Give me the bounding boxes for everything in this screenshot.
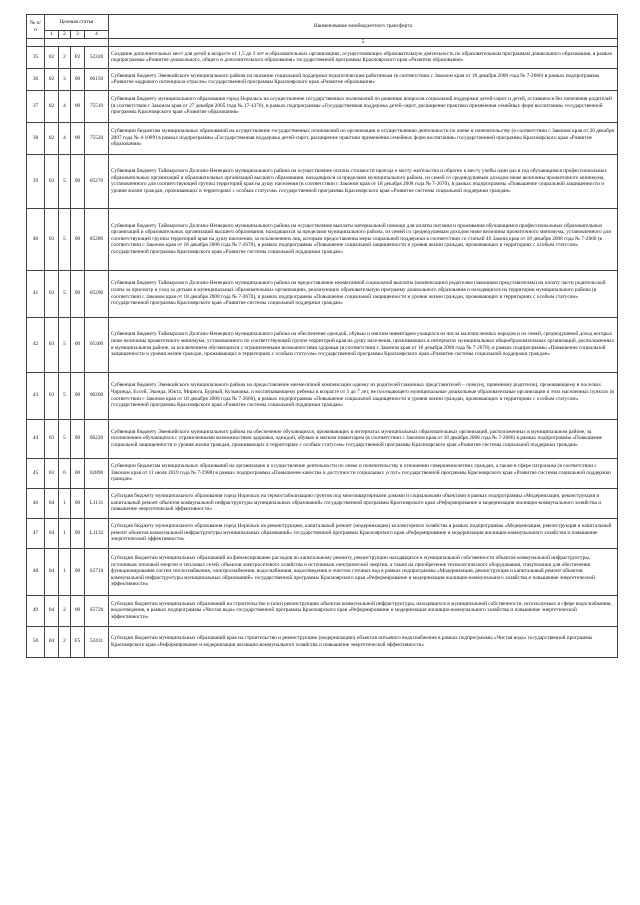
transfer-description: Субвенция бюджету Эвенкийского муниципального района на оказание социальной поддержки педагогическим работникам (в соответствии с Законом края от 18 декабря 2008 года № 7-2666) в рамках подпрограммы «Развитие кадрового потенциала отрасли» государственной программы Красноярского края «Развитие образования»: [109, 68, 618, 90]
code-part-1: 03: [45, 372, 59, 419]
code-part-3: 00: [71, 208, 85, 270]
code-part-2: 6: [59, 458, 71, 488]
code-part-3: F5: [71, 626, 85, 657]
code-part-1: 03: [45, 458, 59, 488]
transfer-description: Субвенция бюджету Таймырского Долгано-Ненецкого муниципального района на осуществление оплаты стоимости проезда к месту жительства и обратно к месту учебы один раз в год обучающимся профессиональных образовательных организаций и образовательных организаций высшего образования, находящихся за пределами муниципального района, из семей со среднедушевым доходом ниже величины прожиточного минимума, установленного для соответствующей группы территорий края на душу населения (в соответствии с Законом края от 18 декабря 2008 года № 7-2670), в рамках подпрограммы «Повышение социальной защищенности и уровня жизни граждан, проживающих в территориях с особым статусом» государственной программы Красноярского края «Развитие системы социальной поддержки граждан»: [109, 154, 618, 208]
row-number: 43: [27, 372, 45, 419]
code-part-4: 02890: [85, 458, 109, 488]
code-part-2: 5: [59, 270, 71, 317]
transfer-description: Субвенция бюджету Эвенкийского муниципального района на обеспечение обучающихся, проживающих в интернатах муниципальных образовательных организаций, расположенных в муниципальном районе, за исключением обучающихся с ограниченными возможностями здоровья, одеждой, обувью и мягким инвентарем (в соответствии с Законом края от 18 декабря 2008 года № 7-2666) в рамках подпрограммы «Повышение социальной защищенности и уровня жизни граждан, проживающих в территориях с особым статусом» государственной программы Красноярского края «Развитие системы социальной поддержки граждан»: [109, 419, 618, 458]
row-number: 38: [27, 122, 45, 154]
code-part-3: 00: [71, 548, 85, 595]
code-part-4: 52320: [85, 46, 109, 68]
code-part-2: 4: [59, 90, 71, 122]
table-row: [27, 595, 618, 626]
code-part-3: 00: [71, 270, 85, 317]
table-row: [27, 372, 618, 419]
code-part-4: 75520: [85, 122, 109, 154]
row-number: 45: [27, 458, 45, 488]
code-part-4: 05290: [85, 270, 109, 317]
header-sub-2: 2: [59, 31, 71, 39]
table-body: [27, 46, 618, 657]
transfer-description: Субвенции бюджетам муниципальных образований на осуществление государственных полномочий по организации и осуществлению деятельности по опеке и попечительству (в соответствии с Законом края от 20 декабря 2007 года № 4-1089) в рамках подпрограммы «Государственная поддержка детей-сирот, расширение практики применения семейных форм воспитания» государственной программы Красноярского края «Развитие образования»: [109, 122, 618, 154]
code-part-4: S5720: [85, 595, 109, 626]
table-row: [27, 548, 618, 595]
transfer-description: Субсидии бюджетам муниципальных образований на строительство и (или) реконструкцию объектов коммунальной инфраструктуры, находящихся в муниципальной собственности, используемых в сфере водоснабжения, водоотведения, в рамках подпрограммы «Чистая вода» государственной программы Красноярского края «Реформирование и модернизация жилищно-коммунального хозяйства и повышение энергетической эффективности»: [109, 595, 618, 626]
transfer-description: Субвенция бюджету муниципального образования город Норильск на осуществление государственных полномочий по решению вопросов социальной поддержки детей-сирот и детей, оставшихся без попечения родителей (в соответствии с Законом края от 27 декабря 2005 года № 17-4370), в рамках подпрограммы «Государственная поддержка детей-сирот, расширение практики применения семейных форм воспитания» государственной программы Красноярского края «Развитие образования»: [109, 90, 618, 122]
code-part-1: 03: [45, 270, 59, 317]
code-part-4: 06150: [85, 68, 109, 90]
transfer-description: Субвенция бюджету Таймырского Долгано-Ненецкого муниципального района на осуществление выплаты материальной помощи для оплаты питания и проживания обучающимся профессиональных образовательных организаций и образовательных организаций высшего образования, находящихся за пределами муниципального района, из семей со среднедушевым доходом ниже величины прожиточного минимума, установленного для соответствующей группы территорий края на душу населения, за исключением лиц, которым предоставлены меры социальной поддержки в соответствии со статьей 46 Закона края от 18 декабря 2008 года № 7-2660 (в соответствии с Законом края от 18 декабря 2008 года № 7-2670), в рамках подпрограммы «Повышение социальной защищенности и уровня жизни граждан, проживающих в территориях с особым статусом» государственной программы Красноярского края «Развитие системы социальной поддержки граждан»: [109, 208, 618, 270]
code-part-1: 04: [45, 518, 59, 548]
table-row: [27, 208, 618, 270]
row-number: 36: [27, 68, 45, 90]
table-row: [27, 488, 618, 518]
code-part-2: 5: [59, 208, 71, 270]
transfer-description: Субсидия бюджету муниципального образования город Норильск на термостабилизацию грунтов под многоквартирными домами и социальными объектами в рамках подпрограммы «Модернизация, реконструкция и капитальный ремонт объектов коммунальной инфраструктуры муниципальных образований» государственной программы Красноярского края «Реформирование и модернизация жилищно-коммунального хозяйства и повышение энергетической эффективности»: [109, 488, 618, 518]
code-part-1: 04: [45, 548, 59, 595]
code-part-2: 1: [59, 518, 71, 548]
code-part-3: 00: [71, 68, 85, 90]
code-part-2: 4: [59, 122, 71, 154]
transfers-table: [26, 14, 618, 658]
code-part-2: 1: [59, 548, 71, 595]
row-number: 42: [27, 317, 45, 372]
table-row: [27, 317, 618, 372]
transfer-description: Субсидии бюджетам муниципальных образований на финансирование расходов по капитальному ремонту, реконструкции находящихся в муниципальной собственности объектов коммунальной инфраструктуры, источников тепловой энергии и тепловых сетей, объектов электросетевого хозяйства и источников электрической энергии, а также на приобретение технологического оборудования, спецтехники для обеспечения функционирования систем теплоснабжения, электроснабжения, водоснабжения, водоотведения и очистки сточных вод в рамках подпрограммы «Модернизация, реконструкция и капитальный ремонт объектов коммунальной инфраструктуры муниципальных образований» государственной программы Красноярского края «Реформирование и модернизация жилищно-коммунального хозяйства и повышение энергетической эффективности»: [109, 548, 618, 595]
code-part-2: 5: [59, 419, 71, 458]
code-part-1: 03: [45, 419, 59, 458]
table-row: [27, 270, 618, 317]
table-row: [27, 90, 618, 122]
code-part-3: 00: [71, 419, 85, 458]
transfer-description: Субвенция бюджету Таймырского Долгано-Ненецкого муниципального района на предоставление ежемесячной социальной выплаты (компенсации) родителям (законным представителям) на оплату части родительской платы за присмотр и уход за детьми в муниципальных образовательных организациях, реализующих образовательную программу дошкольного образования и находящихся на территории муниципального района (в соответствии с Законом края от 18 декабря 2008 года № 7-2670), в рамках подпрограммы «Повышение социальной защищенности и уровня жизни граждан, проживающих в территориях с особым статусом» государственной программы Красноярского края «Развитие системы социальной поддержки граждан»: [109, 270, 618, 317]
header-col-blank-2: [45, 39, 109, 47]
code-part-3: 00: [71, 90, 85, 122]
header-col-5: 5: [109, 39, 618, 47]
code-part-3: 00: [71, 518, 85, 548]
header-sub-1: 1: [45, 31, 59, 39]
code-part-2: 3: [59, 68, 71, 90]
table-row: [27, 46, 618, 68]
code-part-1: 03: [45, 317, 59, 372]
code-part-2: 5: [59, 372, 71, 419]
code-part-2: 5: [59, 154, 71, 208]
code-part-4: 05280: [85, 208, 109, 270]
code-part-4: S5710: [85, 548, 109, 595]
transfer-description: Субвенция бюджету Эвенкийского муниципального района на предоставление ежемесячной компенсации одному из родителей (законных представителей – опекуну, приемному родителю), проживающему в поселках Чиринда, Ессей, Эконда, Юкта, Мирюга, Бурный, Кузьмовка, и воспитывающему ребенка в возрасте от 3 до 7 лет, не посещающего муниципальные дошкольные образовательные организации в этих населенных пунктах (в соответствии с Законом края от 18 декабря 2008 года № 7-2666), в рамках подпрограммы «Повышение социальной защищенности и уровня жизни граждан, проживающих в территориях с особым статусом» государственной программы Красноярского края «Развитие системы социальной поддержки граждан»: [109, 372, 618, 419]
code-part-3: 00: [71, 595, 85, 626]
code-part-3: 00: [71, 317, 85, 372]
row-number: 40: [27, 208, 45, 270]
table-row: [27, 518, 618, 548]
code-part-2: 5: [59, 317, 71, 372]
header-col-blank: [27, 39, 45, 47]
code-part-1: 02: [45, 68, 59, 90]
transfer-description: Субсидия бюджету муниципального образования город Норильск на реконструкцию, капитальный ремонт (модернизацию) коллекторного хозяйства в рамках подпрограммы «Модернизация, реконструкция и капитальный ремонт объектов коммунальной инфраструктуры муниципальных образований» государственной программы Красноярского края «Реформирование и модернизация жилищно-коммунального хозяйства и повышение энергетической эффективности»: [109, 518, 618, 548]
row-number: 46: [27, 488, 45, 518]
code-part-4: 52431: [85, 626, 109, 657]
code-part-1: 04: [45, 488, 59, 518]
row-number: 44: [27, 419, 45, 458]
code-part-3: 00: [71, 372, 85, 419]
row-number: 35: [27, 46, 45, 68]
header-sub-3: 3: [71, 31, 85, 39]
code-part-3: 00: [71, 154, 85, 208]
header-num: № п/п: [27, 15, 45, 39]
code-part-1: 02: [45, 122, 59, 154]
row-number: 37: [27, 90, 45, 122]
row-number: 47: [27, 518, 45, 548]
code-part-1: 02: [45, 46, 59, 68]
row-number: 41: [27, 270, 45, 317]
code-part-3: 00: [71, 458, 85, 488]
code-part-4: 05270: [85, 154, 109, 208]
code-part-4: 75510: [85, 90, 109, 122]
header-name: Наименование межбюджетного трансферта: [109, 15, 618, 39]
code-part-3: 00: [71, 122, 85, 154]
header-sub-4: 4: [85, 31, 109, 39]
transfer-description: Создание дополнительных мест для детей в возрасте от 1,5 до 3 лет в образовательных организациях, осуществляющих образовательную деятельность по образовательным программам дошкольного образования, в рамках подпрограммы «Развитие дошкольного, общего и дополнительного образования» государственной программы Красноярского края «Развитие образования»: [109, 46, 618, 68]
table-row: [27, 122, 618, 154]
code-part-2: 2: [59, 46, 71, 68]
code-part-4: 06200: [85, 372, 109, 419]
code-part-1: 02: [45, 90, 59, 122]
code-part-1: 04: [45, 595, 59, 626]
code-part-4: 06220: [85, 419, 109, 458]
code-part-1: 03: [45, 208, 59, 270]
table-row: [27, 458, 618, 488]
code-part-1: 03: [45, 154, 59, 208]
code-part-3: P2: [71, 46, 85, 68]
row-number: 49: [27, 595, 45, 626]
table-row: [27, 626, 618, 657]
code-part-4: 05300: [85, 317, 109, 372]
transfer-description: Субвенция бюджету Таймырского Долгано-Ненецкого муниципального района на обеспечение одеждой, обувью и мягким инвентарем учащихся из числа малочисленных народов и из семей, среднедушевой доход которых ниже величины прожиточного минимума, установленного по соответствующей группе территорий края на душу населения, проживающих в интернатах муниципальных общеобразовательных организаций, расположенных в муниципальном районе, за исключением обучающихся с ограниченными возможностями здоровья (в соответствии с Законом края от 18 декабря 2008 года № 7-2670), в рамках подпрограммы «Повышение социальной защищенности и уровня жизни граждан, проживающих в территориях с особым статусом» государственной программы Красноярского края «Развитие системы социальной поддержки граждан»: [109, 317, 618, 372]
code-part-2: 2: [59, 626, 71, 657]
transfer-description: Субвенции бюджетам муниципальных образований на организацию и осуществление деятельности по опеке и попечительству в отношении совершеннолетних граждан, а также в сфере патронажа (в соответствии с Законом края от 11 июля 2019 года № 7-2988) в рамках подпрограммы «Повышение качества и доступности социальных услуг» государственной программы Красноярского края «Развитие системы социальной поддержки граждан»: [109, 458, 618, 488]
row-number: 50: [27, 626, 45, 657]
code-part-2: 2: [59, 595, 71, 626]
row-number: 48: [27, 548, 45, 595]
table-row: [27, 68, 618, 90]
code-part-4: L1132: [85, 518, 109, 548]
header-target: Целевая статья: [45, 15, 109, 31]
code-part-3: 00: [71, 488, 85, 518]
table-row: [27, 154, 618, 208]
row-number: 39: [27, 154, 45, 208]
code-part-4: L1131: [85, 488, 109, 518]
code-part-1: 04: [45, 626, 59, 657]
transfer-description: Субсидии бюджетам муниципальных образований края на строительство и реконструкцию (модернизацию) объектов питьевого водоснабжения в рамках подпрограммы «Чистая вода» государственной программы Красноярского края «Реформирование и модернизация жилищно-коммунального хозяйства и повышение энергетической эффективности»: [109, 626, 618, 657]
table-row: [27, 419, 618, 458]
code-part-2: 1: [59, 488, 71, 518]
